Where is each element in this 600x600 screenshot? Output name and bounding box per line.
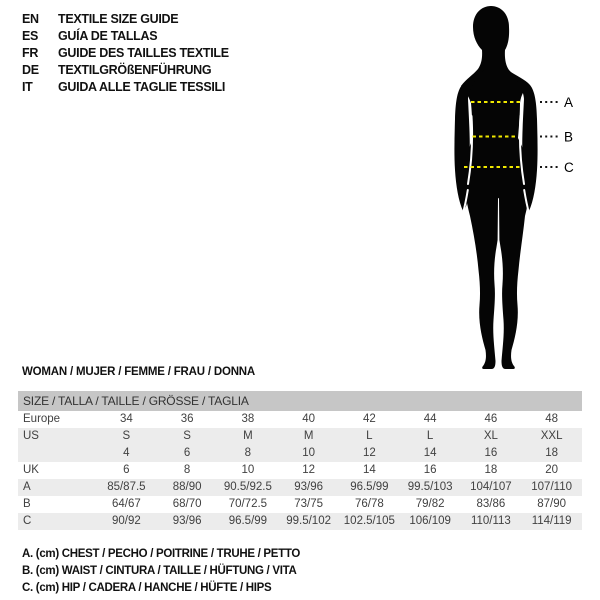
table-row — [18, 513, 582, 530]
legend-row: A. (cm) CHEST / PECHO / POITRINE / TRUHE / PETTO — [22, 548, 301, 560]
size-table-body — [18, 391, 582, 530]
size-cell: 10 — [241, 464, 255, 476]
marker-label-c: C — [564, 160, 574, 175]
table-header-cell: SIZE / TALLA / TAILLE / GRÖSSE / TAGLIA — [18, 391, 582, 411]
size-cell: 18 — [484, 464, 498, 476]
size-cell: 110/113 — [461, 513, 522, 530]
size-cell: 93/96 — [278, 479, 339, 496]
size-cell: 99.5/102 — [278, 513, 339, 530]
language-code: EN — [22, 12, 39, 26]
size-cell: M — [278, 428, 339, 445]
woman-silhouette-icon — [420, 0, 580, 380]
language-row — [22, 45, 229, 62]
size-cell: 14 — [362, 464, 376, 476]
language-row — [22, 62, 229, 79]
size-cell: 68/70 — [172, 498, 202, 510]
language-code: FR — [22, 46, 39, 60]
size-cell: 48 — [545, 413, 559, 425]
size-cell: 90.5/92.5 — [218, 479, 279, 496]
size-cell: 42 — [362, 413, 376, 425]
size-cell: 14 — [400, 445, 461, 462]
size-cell: 99.5/103 — [400, 479, 461, 496]
size-cell: XXL — [521, 428, 582, 445]
language-title: GUIDE DES TAILLES TEXTILE — [58, 46, 229, 60]
size-cell: L — [339, 428, 400, 445]
size-cell: S — [157, 428, 218, 445]
size-cell: 102.5/105 — [339, 513, 400, 530]
size-cell: 20 — [545, 464, 559, 476]
language-row — [22, 11, 229, 28]
size-cell: 114/119 — [521, 513, 582, 530]
size-cell: 6 — [123, 464, 130, 476]
table-row — [18, 445, 582, 462]
size-cell: 87/90 — [537, 498, 567, 510]
size-cell: 18 — [521, 445, 582, 462]
language-row — [22, 79, 229, 96]
size-cell: 76/78 — [354, 498, 384, 510]
language-title: GUÍA DE TALLAS — [58, 29, 158, 43]
legend-row: B. (cm) WAIST / CINTURA / TAILLE / HÜFTUNG / VITA — [22, 565, 297, 577]
row-label: Europe — [23, 413, 61, 425]
size-table — [18, 391, 582, 530]
language-code: ES — [22, 29, 39, 43]
size-cell: 79/82 — [415, 498, 445, 510]
table-row — [18, 428, 582, 445]
row-label: C — [18, 513, 96, 530]
size-cell: 73/75 — [294, 498, 324, 510]
size-cell: 8 — [183, 464, 191, 476]
silhouette-body — [461, 6, 531, 369]
legend-row: C. (cm) HIP / CADERA / HANCHE / HÜFTE / HIPS — [22, 582, 272, 594]
size-cell: XL — [461, 428, 522, 445]
size-cell: 8 — [218, 445, 279, 462]
row-label: B — [23, 498, 31, 510]
size-cell: 4 — [96, 445, 157, 462]
size-cell: 93/96 — [157, 513, 218, 530]
size-cell: 44 — [423, 413, 437, 425]
row-label: UK — [23, 464, 39, 476]
size-cell: 12 — [339, 445, 400, 462]
size-cell: 34 — [119, 413, 133, 425]
row-label: US — [18, 428, 96, 445]
table-row — [18, 462, 582, 479]
size-cell: M — [218, 428, 279, 445]
size-cell: 10 — [278, 445, 339, 462]
table-row — [18, 479, 582, 496]
table-row — [18, 496, 582, 513]
size-cell: 83/86 — [476, 498, 506, 510]
size-cell: 104/107 — [461, 479, 522, 496]
language-title: GUIDA ALLE TAGLIE TESSILI — [58, 80, 226, 94]
size-cell: 96.5/99 — [339, 479, 400, 496]
size-cell: 106/109 — [400, 513, 461, 530]
row-label: A — [18, 479, 96, 496]
size-cell: 85/87.5 — [96, 479, 157, 496]
size-cell: 16 — [423, 464, 437, 476]
language-code: IT — [22, 80, 33, 94]
marker-label-b: B — [564, 129, 574, 145]
size-cell: 70/72.5 — [228, 498, 268, 510]
size-cell: S — [96, 428, 157, 445]
table-header-row — [18, 391, 582, 411]
size-cell: 46 — [484, 413, 498, 425]
table-row — [18, 411, 582, 428]
size-cell: 38 — [241, 413, 255, 425]
size-cell: 96.5/99 — [218, 513, 279, 530]
size-cell: 90/92 — [96, 513, 157, 530]
language-title-block — [22, 11, 229, 96]
size-cell: 88/90 — [157, 479, 218, 496]
size-cell: 64/67 — [111, 498, 141, 510]
language-row — [22, 28, 229, 45]
table-group-title: WOMAN / MUJER / FEMME / FRAU / DONNA — [22, 366, 256, 378]
size-cell: L — [400, 428, 461, 445]
size-cell: 36 — [180, 413, 194, 425]
measurement-legend — [22, 546, 300, 597]
size-cell: 16 — [461, 445, 522, 462]
woman-silhouette-figure — [420, 0, 580, 380]
row-label — [18, 445, 96, 462]
language-title: TEXTILE SIZE GUIDE — [58, 12, 179, 26]
language-title: TEXTILGRÖßENFÜHRUNG — [58, 63, 212, 77]
size-cell: 40 — [302, 413, 316, 425]
language-code: DE — [22, 63, 39, 77]
size-cell: 107/110 — [521, 479, 582, 496]
marker-label-a: A — [564, 95, 574, 110]
size-cell: 6 — [157, 445, 218, 462]
size-cell: 12 — [302, 464, 316, 476]
